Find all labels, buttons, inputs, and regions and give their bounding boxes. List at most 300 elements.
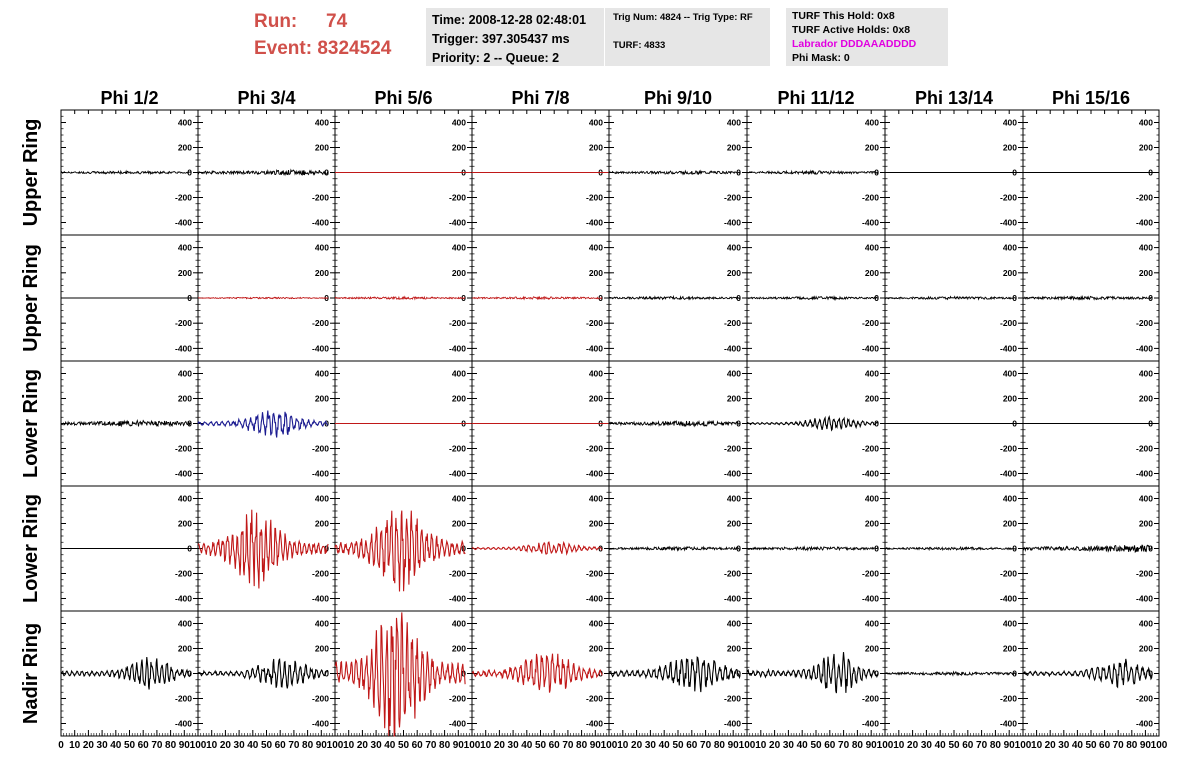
y-tick-label: 0 <box>324 293 329 303</box>
y-tick-label: 400 <box>726 493 741 504</box>
y-tick-label: 400 <box>1002 493 1017 504</box>
x-tick-label: 60 <box>1099 740 1111 751</box>
x-tick-label: 10 <box>206 740 218 751</box>
x-tick-label: 70 <box>288 740 300 751</box>
panel-frame <box>61 611 198 736</box>
y-tick-label: 200 <box>314 643 329 654</box>
y-tick-label: 200 <box>726 393 741 404</box>
y-tick-label: 200 <box>726 643 741 654</box>
y-tick-label: 400 <box>314 618 329 629</box>
y-tick-label: 400 <box>726 242 741 253</box>
phi-header-6: Phi 11/12 <box>777 88 855 108</box>
y-tick-label: -400 <box>861 217 879 228</box>
y-tick-label: 0 <box>874 668 879 679</box>
y-tick-label: 200 <box>314 518 329 529</box>
y-tick-label: 0 <box>187 668 192 679</box>
y-tick-label: 200 <box>177 267 192 278</box>
waveform-trace <box>609 547 740 550</box>
y-tick-label: -200 <box>585 318 603 329</box>
y-tick-label: -200 <box>174 443 192 454</box>
trig-num-text: Trig Num: 4824 -- Trig Type: RF <box>613 12 753 23</box>
x-tick-label: 40 <box>521 740 533 751</box>
y-tick-label: -200 <box>448 693 466 704</box>
y-tick-label: -400 <box>861 468 879 479</box>
run-value: 74 <box>326 11 348 32</box>
ring-label-3: Lower Ring <box>20 369 42 478</box>
waveform-trace <box>198 170 328 175</box>
x-tick-label: 40 <box>934 740 946 751</box>
x-tick-label: 40 <box>110 740 122 751</box>
y-tick-label: 0 <box>324 668 329 679</box>
y-tick-label: -200 <box>1135 693 1153 704</box>
y-tick-label: 0 <box>1148 668 1153 679</box>
y-tick-label: 400 <box>451 618 466 629</box>
waveform-trace <box>198 297 328 298</box>
y-tick-label: 0 <box>1012 167 1017 178</box>
waveform-trace <box>1023 545 1152 552</box>
x-tick-label: 10 <box>755 740 767 751</box>
y-tick-label: -200 <box>585 443 603 454</box>
x-tick-label: 90 <box>865 740 877 751</box>
waveform-trace <box>61 171 191 174</box>
y-tick-label: -200 <box>311 568 329 579</box>
x-tick-label: 40 <box>247 740 259 751</box>
y-tick-label: -200 <box>999 192 1017 203</box>
y-tick-label: -400 <box>999 468 1017 479</box>
x-tick-label: 20 <box>82 740 94 751</box>
y-tick-label: 0 <box>874 167 879 178</box>
turf-hold-text: TURF This Hold: 0x8 <box>792 10 895 22</box>
y-tick-label: 0 <box>187 293 192 303</box>
y-tick-label: -200 <box>311 318 329 329</box>
waveform-trace <box>472 542 602 554</box>
y-tick-label: 0 <box>461 668 466 679</box>
y-tick-label: 200 <box>451 518 466 529</box>
y-tick-label: 0 <box>874 418 879 429</box>
x-tick-label: 100 <box>1014 740 1032 751</box>
x-tick-label: 30 <box>644 740 656 751</box>
phi-header-7: Phi 13/14 <box>914 88 994 108</box>
y-tick-label: 200 <box>1138 643 1153 654</box>
waveform-trace <box>61 657 191 690</box>
ring-label-2: Upper Ring <box>20 244 42 352</box>
x-tick-label: 100 <box>189 740 207 751</box>
y-tick-label: -400 <box>1135 593 1153 604</box>
y-tick-label: 200 <box>1138 518 1153 529</box>
y-tick-label: -400 <box>448 343 466 354</box>
turf-text: TURF: 4833 <box>613 40 666 51</box>
y-tick-label: -400 <box>585 343 603 354</box>
y-tick-label: -200 <box>1135 318 1153 329</box>
labrador-text: Labrador DDDAAADDDD <box>792 38 917 50</box>
x-tick-label: 100 <box>876 740 894 751</box>
y-tick-label: 200 <box>726 518 741 529</box>
y-tick-label: 400 <box>588 368 603 379</box>
y-tick-label: 0 <box>736 418 741 429</box>
y-tick-label: 200 <box>588 518 603 529</box>
x-tick-label: 30 <box>370 740 382 751</box>
x-tick-label: 70 <box>151 740 163 751</box>
x-tick-label: 70 <box>425 740 437 751</box>
y-tick-label: 0 <box>736 167 741 178</box>
y-tick-label: 0 <box>1148 418 1153 429</box>
y-tick-label: -400 <box>1135 468 1153 479</box>
x-tick-label: 10 <box>893 740 905 751</box>
waveform-trace <box>747 652 878 693</box>
x-tick-label: 40 <box>1071 740 1083 751</box>
y-tick-label: -400 <box>311 468 329 479</box>
y-tick-label: 200 <box>177 393 192 404</box>
x-tick-label: 60 <box>137 740 149 751</box>
y-tick-label: -400 <box>1135 343 1153 354</box>
y-tick-label: -200 <box>861 192 879 203</box>
waveform-trace <box>885 297 1016 300</box>
x-tick-label: 20 <box>907 740 919 751</box>
y-tick-label: 0 <box>598 293 603 303</box>
x-tick-label: 10 <box>69 740 81 751</box>
x-tick-label: 50 <box>260 740 273 751</box>
y-tick-label: -400 <box>448 217 466 228</box>
y-tick-label: -200 <box>174 693 192 704</box>
y-tick-label: -400 <box>311 343 329 354</box>
y-tick-label: 0 <box>1148 167 1153 178</box>
y-tick-label: -400 <box>448 468 466 479</box>
y-tick-label: 0 <box>324 418 329 429</box>
x-tick-label: 60 <box>962 740 974 751</box>
x-tick-label: 90 <box>315 740 327 751</box>
y-tick-label: 400 <box>177 117 192 128</box>
y-tick-label: 400 <box>451 493 466 504</box>
x-tick-label: 30 <box>1058 740 1070 751</box>
y-tick-label: -400 <box>861 593 879 604</box>
x-tick-label: 80 <box>989 740 1001 751</box>
y-tick-label: -400 <box>1135 217 1153 228</box>
y-tick-label: -400 <box>861 718 879 729</box>
y-tick-label: -200 <box>311 693 329 704</box>
y-tick-label: -400 <box>723 468 741 479</box>
y-tick-label: -200 <box>311 443 329 454</box>
x-tick-label: 80 <box>851 740 863 751</box>
y-tick-label: -400 <box>174 718 192 729</box>
y-tick-label: 200 <box>588 142 603 153</box>
y-tick-label: 400 <box>1002 618 1017 629</box>
y-tick-label: 0 <box>461 543 466 554</box>
y-tick-label: 200 <box>864 142 879 153</box>
waveform-trace <box>609 657 740 692</box>
y-tick-label: -200 <box>861 568 879 579</box>
waveform-trace <box>198 510 328 589</box>
waveform-trace <box>335 511 465 592</box>
x-tick-label: 100 <box>326 740 344 751</box>
y-tick-label: 400 <box>177 618 192 629</box>
y-tick-label: 0 <box>461 418 466 429</box>
phi-header-1: Phi 1/2 <box>100 88 159 108</box>
y-tick-label: -200 <box>448 443 466 454</box>
x-tick-label: 60 <box>686 740 698 751</box>
y-tick-label: 0 <box>1012 418 1017 429</box>
waveform-trace <box>61 418 192 429</box>
y-tick-label: -400 <box>585 217 603 228</box>
y-tick-label: -200 <box>723 568 741 579</box>
y-tick-label: 200 <box>177 142 192 153</box>
y-tick-label: -200 <box>999 568 1017 579</box>
y-tick-label: 200 <box>726 267 741 278</box>
y-tick-label: -200 <box>999 443 1017 454</box>
x-tick-label: 90 <box>589 740 601 751</box>
phi-header-2: Phi 3/4 <box>237 88 296 108</box>
x-tick-label: 20 <box>493 740 505 751</box>
x-tick-label: 100 <box>463 740 481 751</box>
x-tick-label: 100 <box>1150 740 1168 751</box>
waveform-trace <box>747 417 878 430</box>
x-tick-label: 40 <box>796 740 808 751</box>
y-tick-label: 0 <box>736 293 741 303</box>
trigger-text: Trigger: 397.305437 ms <box>432 32 570 46</box>
x-tick-label: 50 <box>810 740 822 751</box>
y-tick-label: 400 <box>588 242 603 253</box>
x-tick-label: 60 <box>548 740 560 751</box>
event-value: 8324524 <box>317 38 392 59</box>
x-tick-label: 30 <box>233 740 245 751</box>
y-tick-label: 0 <box>187 418 192 429</box>
y-tick-label: -200 <box>585 568 603 579</box>
x-tick-label: 50 <box>534 740 547 751</box>
x-tick-label: 80 <box>1126 740 1138 751</box>
x-tick-label: 40 <box>658 740 670 751</box>
y-tick-label: 200 <box>451 393 466 404</box>
waveform-trace <box>885 672 1016 675</box>
y-tick-label: 400 <box>1002 117 1017 128</box>
y-tick-label: 400 <box>864 242 879 253</box>
y-tick-label: -200 <box>861 318 879 329</box>
y-tick-label: 200 <box>314 267 329 278</box>
y-tick-label: 400 <box>1138 618 1153 629</box>
y-tick-label: 0 <box>187 167 192 178</box>
y-tick-label: 200 <box>177 518 192 529</box>
x-tick-label: 30 <box>782 740 794 751</box>
y-tick-label: 400 <box>314 242 329 253</box>
y-tick-label: 0 <box>324 167 329 178</box>
waveform-trace <box>609 421 740 426</box>
phi-header-5: Phi 9/10 <box>643 88 713 108</box>
x-tick-label: 60 <box>274 740 286 751</box>
y-tick-label: -400 <box>723 343 741 354</box>
x-tick-label: 30 <box>920 740 932 751</box>
y-tick-label: 0 <box>874 543 879 554</box>
event-label: Event: <box>254 38 313 59</box>
waveform-trace <box>472 297 602 299</box>
y-tick-label: -200 <box>1135 192 1153 203</box>
y-tick-label: -400 <box>999 343 1017 354</box>
y-tick-label: 400 <box>726 618 741 629</box>
x-tick-label: 70 <box>838 740 850 751</box>
y-tick-label: -200 <box>999 693 1017 704</box>
y-tick-label: -200 <box>723 443 741 454</box>
waveform-trace <box>198 659 328 688</box>
y-tick-label: -200 <box>448 318 466 329</box>
y-tick-label: -400 <box>585 718 603 729</box>
y-tick-label: -400 <box>723 718 741 729</box>
waveform-trace <box>335 612 465 736</box>
y-tick-label: -200 <box>723 192 741 203</box>
y-tick-label: 200 <box>1138 267 1153 278</box>
y-tick-label: 400 <box>314 493 329 504</box>
y-tick-label: 200 <box>864 267 879 278</box>
y-tick-label: 0 <box>1148 293 1153 303</box>
turf-active-text: TURF Active Holds: 0x8 <box>792 24 911 36</box>
x-tick-label: 50 <box>948 740 960 751</box>
y-tick-label: 200 <box>864 643 879 654</box>
y-tick-label: 200 <box>864 518 879 529</box>
y-tick-label: -200 <box>999 318 1017 329</box>
y-tick-label: -400 <box>999 593 1017 604</box>
waveform-trace <box>335 297 465 299</box>
x-tick-label: 20 <box>219 740 231 751</box>
y-tick-label: -200 <box>861 443 879 454</box>
y-tick-label: 200 <box>1002 393 1017 404</box>
x-tick-label: 60 <box>411 740 423 751</box>
y-tick-label: 0 <box>1012 543 1017 554</box>
x-tick-label: 20 <box>631 740 643 751</box>
y-tick-label: 400 <box>1138 368 1153 379</box>
x-tick-label: 70 <box>1112 740 1124 751</box>
y-tick-label: 0 <box>736 543 741 554</box>
y-tick-label: 0 <box>187 543 192 554</box>
y-tick-label: 400 <box>864 493 879 504</box>
y-tick-label: 200 <box>177 643 192 654</box>
y-tick-label: 400 <box>314 117 329 128</box>
y-tick-label: 0 <box>736 668 741 679</box>
y-tick-label: 400 <box>314 368 329 379</box>
time-text: Time: 2008-12-28 02:48:01 <box>432 13 587 27</box>
y-tick-label: 200 <box>314 393 329 404</box>
y-tick-label: -400 <box>448 593 466 604</box>
ring-label-1: Upper Ring <box>20 118 42 227</box>
y-tick-label: 400 <box>1138 493 1153 504</box>
y-tick-label: -200 <box>861 693 879 704</box>
y-tick-label: -200 <box>1135 568 1153 579</box>
waveform-trace <box>885 547 1016 550</box>
y-tick-label: 0 <box>461 167 466 178</box>
x-tick-label: 50 <box>397 740 410 751</box>
phi-header-8: Phi 15/16 <box>1051 88 1131 108</box>
y-tick-label: 400 <box>588 618 603 629</box>
y-tick-label: 400 <box>864 618 879 629</box>
y-tick-label: 0 <box>1012 668 1017 679</box>
waveform-trace <box>747 547 878 550</box>
y-tick-label: 0 <box>598 668 603 679</box>
y-tick-label: 200 <box>864 393 879 404</box>
y-tick-label: 400 <box>726 117 741 128</box>
waveform-trace <box>1023 659 1152 687</box>
x-tick-label: 20 <box>1044 740 1056 751</box>
priority-text: Priority: 2 -- Queue: 2 <box>432 51 560 65</box>
waveform-trace <box>747 297 878 300</box>
x-tick-label: 20 <box>356 740 368 751</box>
x-tick-label: 10 <box>480 740 492 751</box>
y-tick-label: 200 <box>1002 267 1017 278</box>
phi-header-3: Phi 5/6 <box>374 88 433 108</box>
y-tick-label: -400 <box>174 468 192 479</box>
y-tick-label: 200 <box>588 393 603 404</box>
waveform-trace <box>1023 296 1152 299</box>
y-tick-label: 400 <box>1138 242 1153 253</box>
y-tick-label: 400 <box>451 117 466 128</box>
x-tick-label: 90 <box>1139 740 1151 751</box>
y-tick-label: 200 <box>451 267 466 278</box>
x-tick-label: 10 <box>1031 740 1043 751</box>
y-tick-label: 400 <box>864 368 879 379</box>
y-tick-label: 400 <box>588 117 603 128</box>
x-tick-label: 20 <box>769 740 781 751</box>
y-tick-label: 400 <box>177 368 192 379</box>
x-tick-label: 80 <box>713 740 725 751</box>
y-tick-label: -400 <box>174 217 192 228</box>
y-tick-label: -200 <box>311 192 329 203</box>
y-tick-label: 0 <box>598 418 603 429</box>
y-tick-label: 400 <box>1002 368 1017 379</box>
y-tick-label: -400 <box>723 593 741 604</box>
y-tick-label: 200 <box>588 267 603 278</box>
x-tick-label: 70 <box>700 740 712 751</box>
phi-header-4: Phi 7/8 <box>511 88 570 108</box>
y-tick-label: -400 <box>174 593 192 604</box>
run-label: Run: <box>254 11 298 32</box>
y-tick-label: -200 <box>174 318 192 329</box>
y-tick-label: 200 <box>1002 142 1017 153</box>
x-tick-label: 70 <box>562 740 574 751</box>
x-tick-label: 90 <box>178 740 190 751</box>
x-tick-label: 30 <box>96 740 108 751</box>
y-tick-label: -200 <box>1135 443 1153 454</box>
x-tick-label: 100 <box>738 740 756 751</box>
waveform-trace <box>472 654 602 693</box>
y-tick-label: 200 <box>451 142 466 153</box>
ring-label-5: Nadir Ring <box>20 622 42 725</box>
y-tick-label: -400 <box>311 718 329 729</box>
x-tick-label: 80 <box>439 740 451 751</box>
x-tick-label: 100 <box>600 740 618 751</box>
x-tick-label: 70 <box>976 740 988 751</box>
y-tick-label: 0 <box>598 167 603 178</box>
waveform-trace <box>609 171 740 174</box>
y-tick-label: -400 <box>311 217 329 228</box>
y-tick-label: -400 <box>585 468 603 479</box>
y-tick-label: 400 <box>451 368 466 379</box>
x-tick-label: 50 <box>1085 740 1097 751</box>
y-tick-label: -200 <box>448 568 466 579</box>
waveform-trace <box>609 297 740 300</box>
y-tick-label: -200 <box>585 693 603 704</box>
y-tick-label: -200 <box>723 693 741 704</box>
y-tick-label: 200 <box>588 643 603 654</box>
y-tick-label: 400 <box>451 242 466 253</box>
y-tick-label: -200 <box>448 192 466 203</box>
y-tick-label: -200 <box>723 318 741 329</box>
y-tick-label: 200 <box>314 142 329 153</box>
y-tick-label: 400 <box>864 117 879 128</box>
y-tick-label: 400 <box>588 493 603 504</box>
x-tick-label: 50 <box>672 740 684 751</box>
y-tick-label: -400 <box>999 217 1017 228</box>
y-tick-label: -200 <box>585 192 603 203</box>
x-tick-label: 80 <box>576 740 588 751</box>
ring-label-4: Lower Ring <box>20 494 42 603</box>
x-tick-label: 80 <box>302 740 314 751</box>
y-tick-label: 400 <box>177 242 192 253</box>
y-tick-label: 200 <box>1138 142 1153 153</box>
x-tick-label: 90 <box>727 740 739 751</box>
